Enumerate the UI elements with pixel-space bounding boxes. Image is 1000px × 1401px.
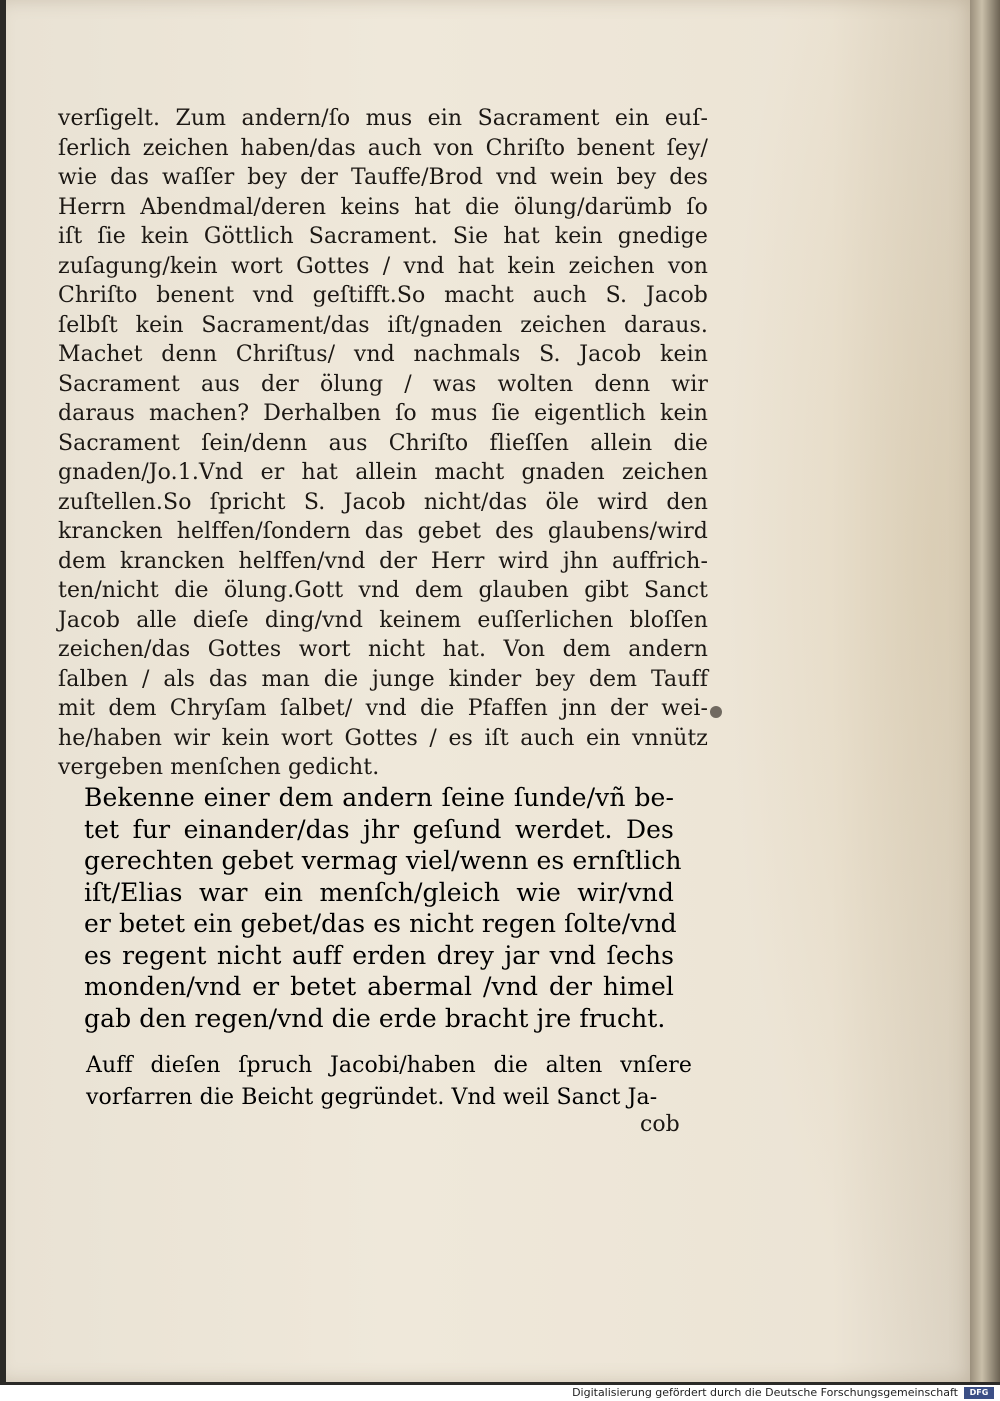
ink-spot: [710, 706, 722, 718]
bible-quote-block: [84, 782, 682, 1034]
tail-text-block: [86, 1050, 692, 1114]
footer-credit: Digitalisierung gefördert durch die Deutsche Forschungsgemeinschaft: [572, 1386, 958, 1399]
catchword: cob: [640, 1112, 680, 1137]
text-line: zuſtellen.So ſpricht S. Jacob nicht/das öle wird den: [58, 489, 708, 515]
text-line: dem krancken helffen/vnd der Herr wird jhn auffrich-: [58, 548, 708, 574]
page-edge: [970, 0, 1000, 1382]
text-line: vergeben menſchen gedicht.: [58, 755, 380, 780]
text-line: Chriſto benent vnd geſtifft.So macht auch S. Jacob: [58, 283, 708, 308]
text-line: monden/vnd er betet abermal /vnd der himel: [84, 972, 674, 1001]
text-line: Sacrament ſein/denn aus Chriſto flieſſen allein die: [58, 430, 708, 456]
text-line: Sacrament aus der ölung / was wolten denn wir: [58, 371, 708, 397]
paper-page: [6, 0, 978, 1382]
text-line: daraus machen? Derhalben ſo mus ſie eigentlich kein: [58, 401, 708, 426]
text-line: Auff dieſen ſpruch Jacobi/haben die alten vnſere: [86, 1053, 692, 1078]
text-line: gnaden/Jo.1.Vnd er hat allein macht gnaden zeichen: [58, 460, 708, 485]
text-line: Jacob alle dieſe ding/vnd keinem euſſerlichen bloſſen: [58, 607, 708, 633]
text-line: verſigelt. Zum andern/ſo mus ein Sacrament ein euſ-: [58, 106, 708, 131]
text-line: gab den regen/vnd die erde bracht jre frucht.: [84, 1003, 666, 1033]
text-line: zeichen/das Gottes wort nicht hat. Von dem andern: [58, 637, 708, 662]
text-line: ſelbſt kein Sacrament/das iſt/gnaden zeichen daraus.: [58, 312, 708, 338]
text-line: ſalben / als das man die junge kinder bey dem Tauff: [58, 666, 708, 692]
text-line: tet fur einander/das jhr geſund werdet. Des: [84, 814, 674, 844]
text-line: krancken helffen/ſondern das gebet des glaubens/wird: [58, 519, 708, 544]
text-line: ſerlich zeichen haben/das auch von Chriſto benent ſey/: [58, 135, 708, 161]
text-line: vorfarren die Beicht gegründet. Vnd weil Sanct Ja-: [86, 1085, 658, 1110]
dfg-logo: DFG: [964, 1387, 994, 1399]
text-line: he/haben wir kein wort Gottes / es iſt auch ein vnnütz: [58, 725, 708, 751]
paper-stain: [726, 0, 986, 1382]
text-line: iſt/Elias war ein menſch/gleich wie wir/vnd: [84, 877, 674, 907]
text-line: er betet ein gebet/das es nicht regen ſolte/vnd: [84, 909, 677, 938]
text-line: gerechten gebet vermag viel/wenn es ernſtlich: [84, 846, 682, 875]
text-line: wie das waſſer bey der Tauffe/Brod vnd wein bey des: [58, 165, 708, 190]
text-line: iſt ſie kein Göttlich Sacrament. Sie hat kein gnedige: [58, 224, 708, 249]
text-line: es regent nicht auff erden drey jar vnd ſechs: [84, 940, 674, 970]
text-line: Herrn Abendmal/deren keins hat die ölung/darümb ſo: [58, 194, 708, 220]
main-text-block: [58, 104, 708, 783]
text-line: Bekenne einer dem andern ſeine ſunde/vñ be-: [84, 783, 674, 812]
text-line: zuſagung/kein wort Gottes / vnd hat kein zeichen von: [58, 253, 708, 279]
footer-bar: [0, 1385, 1000, 1401]
text-line: ten/nicht die ölung.Gott vnd dem glauben gibt Sanct: [58, 578, 708, 603]
text-line: mit dem Chryſam ſalbet/ vnd die Pfaffen jnn der wei-: [58, 696, 708, 721]
text-line: Machet denn Chriſtus/ vnd nachmals S. Jacob kein: [58, 342, 708, 367]
